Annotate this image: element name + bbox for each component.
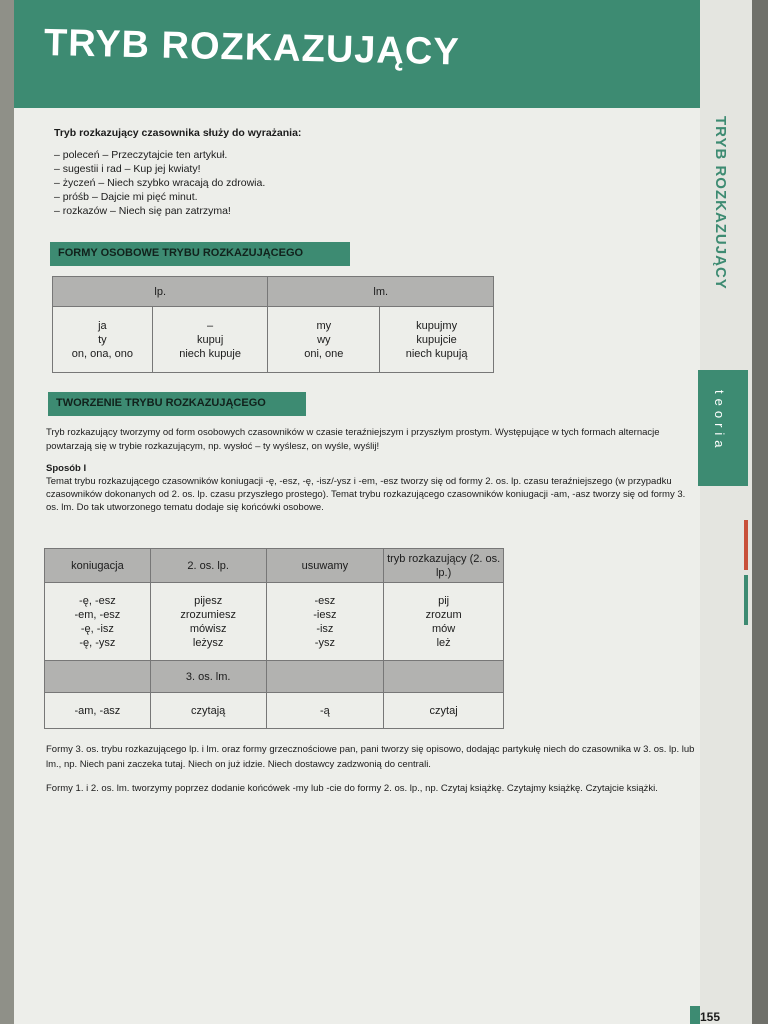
book-page <box>14 0 700 1024</box>
descriptive-forms-paragraph: Formy 3. os. trybu rozkazującego lp. i lm. oraz formy grzecznościowe pan, pani tworzy się opisowo, dodając partykułę niech do czasownika w 3. os. lp. lub lm., np. Niech pani zaczeka tutaj. Niech on już idzie. Niech dostawcy zadzwonią do centrali. <box>46 744 695 770</box>
method-heading: Sposób I <box>46 463 87 474</box>
cell-line: mów <box>432 622 456 635</box>
plural-forms-paragraph: Formy 1. i 2. os. lm. tworzymy poprzez dodanie końcówek -my lub -cie do formy 2. os. lp., np. Czytaj książkę. Czytajmy książkę. Czytajcie książki. <box>46 783 658 794</box>
theory-tab <box>698 370 748 486</box>
table-header: koniugacja <box>45 549 151 583</box>
table-cell: czytaj <box>384 693 504 729</box>
title-banner <box>14 0 700 108</box>
cell-line: -iesz <box>313 608 337 621</box>
table-cell-empty <box>266 661 384 693</box>
cell-line: -isz <box>316 622 334 635</box>
section-heading-forms: FORMY OSOBOWE TRYBU ROZKAZUJĄCEGO <box>50 242 350 266</box>
intro-section <box>54 126 694 218</box>
cell-line: oni, one <box>304 347 344 360</box>
cell-line: -esz <box>314 594 336 607</box>
cell-line: niech kupują <box>405 347 468 360</box>
cell-line: -ę, -ysz <box>79 636 116 649</box>
cell-line: ja <box>98 319 107 332</box>
table-subheader: 3. os. lm. <box>150 661 266 693</box>
cell-line: mówisz <box>189 622 227 635</box>
method-one-section <box>46 462 700 514</box>
cell-line: -ę, -isz <box>80 622 114 635</box>
theory-tab-label: teoria <box>712 390 727 453</box>
index-tab-green <box>744 575 748 625</box>
list-item: – próśb – Dajcie mi pięć minut. <box>54 191 198 203</box>
table-cell <box>150 583 266 661</box>
cell-line: kupujmy <box>416 319 458 332</box>
cell-line: zrozum <box>425 608 462 621</box>
table-cell-empty <box>45 661 151 693</box>
table-cell: -ą <box>266 693 384 729</box>
usage-list <box>54 148 694 218</box>
cell-line: my <box>316 319 332 332</box>
list-item: – życzeń – Niech szybko wracają do zdrowia. <box>54 177 266 189</box>
index-tab-red <box>744 520 748 570</box>
cell-line: on, ona, ono <box>71 347 133 360</box>
cell-line: – <box>207 319 214 332</box>
table-cell <box>380 307 494 373</box>
cell-line: kupuj <box>196 333 224 346</box>
table-cell <box>268 307 380 373</box>
table-header: usuwamy <box>266 549 384 583</box>
table-cell: czytają <box>150 693 266 729</box>
cell-line: pij <box>438 594 450 607</box>
list-item: – rozkazów – Niech się pan zatrzyma! <box>54 205 231 217</box>
method-text: Temat trybu rozkazującego czasowników koniugacji -ę, -esz, -ę, -isz/-ysz i -em, -esz tworzy się od formy 2. os. lp. czasu teraźniejszego (w przypadku czasowników dokonanych od 2. os. lp. czasu przyszłego prostego). Temat trybu rozkazującego czasowników koniugacji -am, -asz tworzy się od formy 3. os. lm. Do tak utworzonego tematu dodaje się końcówki osobowe. <box>46 476 686 513</box>
cell-line: leżysz <box>192 636 224 649</box>
table-cell: -am, -asz <box>45 693 151 729</box>
table-cell <box>266 583 384 661</box>
list-item: – poleceń – Przeczytajcie ten artykuł. <box>54 149 228 161</box>
table-header: tryb rozkazujący (2. os. lp.) <box>384 549 504 583</box>
table-cell <box>45 583 151 661</box>
cell-line: kupujcie <box>416 333 457 346</box>
cell-line: zrozumiesz <box>180 608 236 621</box>
side-title-text: TRYB ROZKAZUJĄCY <box>712 116 729 290</box>
cell-line: pijesz <box>194 594 223 607</box>
list-item: – sugestii i rad – Kup jej kwiaty! <box>54 163 201 175</box>
table-header: lp. <box>53 277 268 307</box>
cell-line: leż <box>436 636 451 649</box>
book-gutter <box>752 0 768 1024</box>
table-cell <box>384 583 504 661</box>
page-number: 155 <box>700 1010 721 1024</box>
cell-line: -em, -esz <box>74 608 121 621</box>
cell-line: ty <box>98 333 107 346</box>
table-cell <box>53 307 153 373</box>
cell-line: wy <box>317 333 331 346</box>
personal-forms-table <box>52 276 494 373</box>
intro-lead: Tryb rozkazujący czasownika służy do wyrażania: <box>54 127 302 139</box>
table-header: lm. <box>268 277 494 307</box>
table-cell-empty <box>384 661 504 693</box>
cell-line: niech kupuje <box>179 347 241 360</box>
conjugation-table <box>44 548 504 729</box>
page-number-marker <box>690 1006 700 1024</box>
side-chapter-title <box>712 116 742 366</box>
table-cell <box>152 307 268 373</box>
cell-line: -ę, -esz <box>79 594 116 607</box>
table-header: 2. os. lp. <box>150 549 266 583</box>
cell-line: -ysz <box>314 636 335 649</box>
section-heading-formation: TWORZENIE TRYBU ROZKAZUJĄCEGO <box>48 392 306 416</box>
page-title: TRYB ROZKAZUJĄCY <box>43 22 461 74</box>
formation-paragraph: Tryb rozkazujący tworzymy od form osobowych czasowników w czasie teraźniejszym i przyszłym prostym. Występujące w tych formach alternacje powtarzają się w trybie rozkazującym, np. wysłoć – ty wyślesz, on wyśle, wyślij! <box>46 427 660 452</box>
